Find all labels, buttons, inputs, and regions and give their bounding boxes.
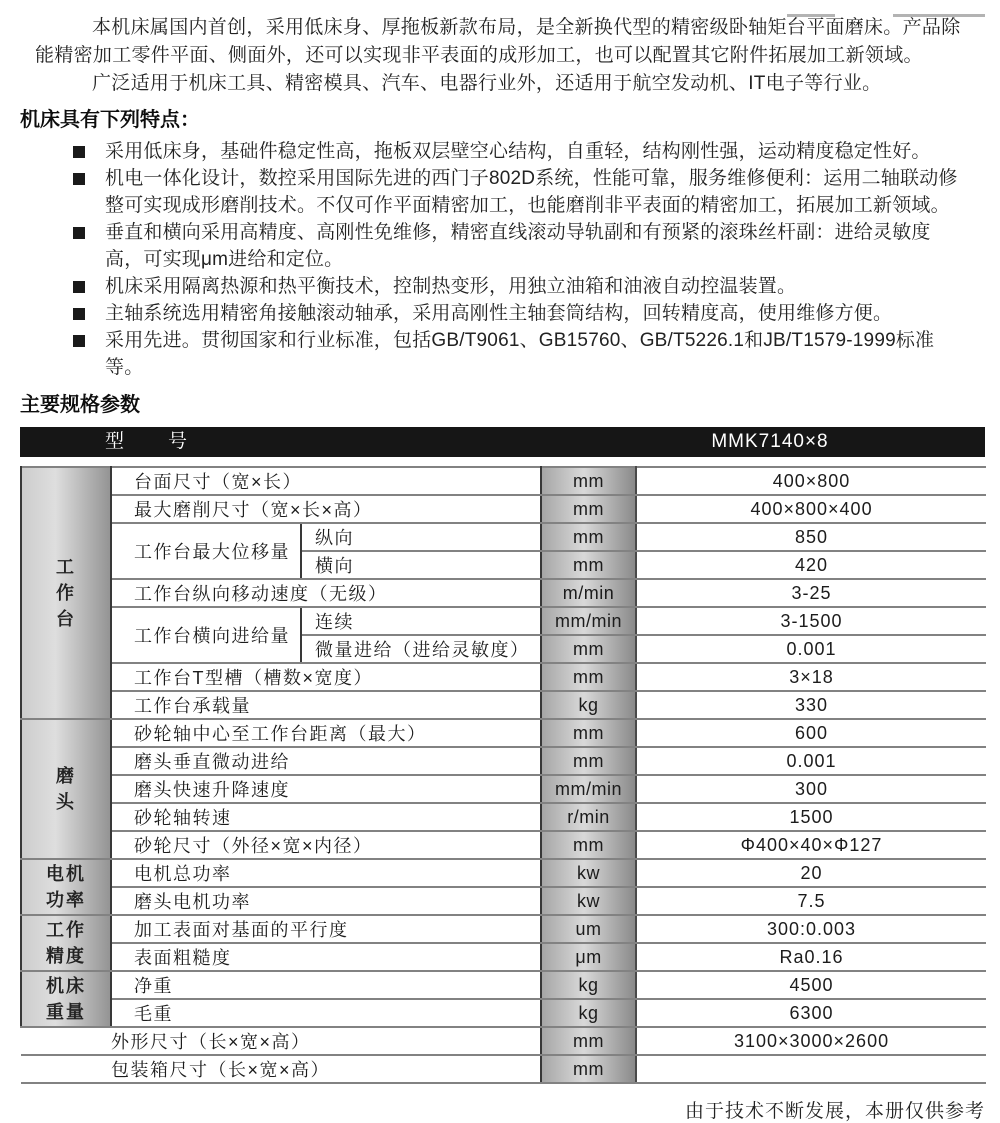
value-cell: 400×800×400 xyxy=(636,495,986,523)
value-cell: 20 xyxy=(636,859,986,887)
group-label-line: 头 xyxy=(56,792,76,812)
feature-item xyxy=(73,300,1000,327)
group-label-line: 精度 xyxy=(46,946,86,966)
value-cell xyxy=(636,1055,986,1083)
value-cell: 3-25 xyxy=(636,579,986,607)
bullet-square-icon xyxy=(73,308,85,320)
unit-cell: μm xyxy=(541,943,636,971)
table-row xyxy=(21,831,986,859)
table-row xyxy=(21,495,986,523)
group-cell xyxy=(21,859,111,915)
unit-cell: mm xyxy=(541,523,636,551)
model-value: MMK7140×8 xyxy=(711,431,829,452)
value-cell: Ra0.16 xyxy=(636,943,986,971)
param-cell: 工作台纵向移动速度（无级） xyxy=(111,579,541,607)
unit-cell: mm xyxy=(541,719,636,747)
top-edge-artifact xyxy=(893,14,985,17)
unit-cell: mm xyxy=(541,467,636,495)
table-row xyxy=(21,775,986,803)
value-cell: 300 xyxy=(636,775,986,803)
group-label-line: 工 xyxy=(56,557,76,577)
unit-cell: mm xyxy=(541,831,636,859)
unit-cell: kg xyxy=(541,971,636,999)
feature-item xyxy=(73,273,1000,300)
bullet-square-icon xyxy=(73,335,85,347)
feature-text: 机电一体化设计，数控采用国际先进的西门子802D系统，性能可靠，服务维修便利：运用二轴联动修整可实现成形磨削技术。不仅可作平面精密加工，也能磨削非平表面的精密加工，拓展加工新领域。 xyxy=(105,168,958,216)
table-row xyxy=(21,943,986,971)
feature-text: 机床采用隔离热源和热平衡技术，控制热变形，用独立油箱和油液自动控温装置。 xyxy=(105,276,797,297)
table-row xyxy=(21,579,986,607)
table-row xyxy=(21,719,986,747)
param-cell: 外形尺寸（长×宽×高） xyxy=(21,1027,541,1055)
param-cell: 工作台横向进给量 xyxy=(111,607,301,663)
table-row xyxy=(21,747,986,775)
unit-cell: mm xyxy=(541,495,636,523)
intro-section xyxy=(35,14,985,98)
param-cell: 工作台T型槽（槽数×宽度） xyxy=(111,663,541,691)
value-cell: 3×18 xyxy=(636,663,986,691)
intro-paragraph: 本机床属国内首创，采用低床身、厚拖板新款布局，是全新换代型的精密级卧轴矩台平面磨床。产品除能精密加工零件平面、侧面外，还可以实现非平表面的成形加工，也可以配置其它附件拓展加工新领域。 xyxy=(35,17,961,66)
table-row xyxy=(21,1055,986,1083)
table-row xyxy=(21,523,986,551)
group-cell xyxy=(21,971,111,1027)
param-cell: 包装箱尺寸（长×宽×高） xyxy=(21,1055,541,1083)
value-cell: 3-1500 xyxy=(636,607,986,635)
features-heading: 机床具有下列特点： xyxy=(20,109,200,131)
model-label: 型 号 xyxy=(105,431,190,452)
unit-cell: mm/min xyxy=(541,607,636,635)
param-cell: 磨头电机功率 xyxy=(111,887,541,915)
bullet-square-icon xyxy=(73,281,85,293)
param-cell: 工作台最大位移量 xyxy=(111,523,301,579)
feature-text: 主轴系统选用精密角接触滚动轴承，采用高刚性主轴套筒结构，回转精度高，使用维修方便。 xyxy=(105,303,893,324)
feature-text: 采用先进。贯彻国家和行业标准，包括GB/T9061、GB15760、GB/T5226.1和JB/T1579-1999标准等。 xyxy=(105,330,935,378)
feature-item xyxy=(73,165,1000,219)
bullet-square-icon xyxy=(73,173,85,185)
value-cell: 1500 xyxy=(636,803,986,831)
feature-text: 垂直和横向采用高精度、高刚性免维修，精密直线滚动导轨副和有预紧的滚珠丝杆副：进给灵敏度高，可实现μm进给和定位。 xyxy=(105,222,931,270)
feature-item xyxy=(73,219,1000,273)
group-label-line: 磨 xyxy=(56,766,76,786)
value-cell: 300:0.003 xyxy=(636,915,986,943)
unit-cell: kg xyxy=(541,691,636,719)
value-cell: 400×800 xyxy=(636,467,986,495)
table-row xyxy=(21,915,986,943)
param-cell: 工作台承载量 xyxy=(111,691,541,719)
unit-cell: um xyxy=(541,915,636,943)
param-cell: 砂轮轴中心至工作台距离（最大） xyxy=(111,719,541,747)
group-cell xyxy=(21,915,111,971)
table-row xyxy=(21,971,986,999)
value-cell: 0.001 xyxy=(636,747,986,775)
param-cell: 磨头快速升降速度 xyxy=(111,775,541,803)
group-label-line: 工作 xyxy=(46,920,86,940)
table-row xyxy=(21,691,986,719)
table-row xyxy=(21,467,986,495)
feature-item xyxy=(73,138,1000,165)
table-row xyxy=(21,887,986,915)
param-cell: 砂轮轴转速 xyxy=(111,803,541,831)
param-cell: 表面粗糙度 xyxy=(111,943,541,971)
unit-cell: r/min xyxy=(541,803,636,831)
sub-param-cell: 连续 xyxy=(301,607,541,635)
unit-cell: kg xyxy=(541,999,636,1027)
group-label-line: 台 xyxy=(56,609,76,629)
table-row xyxy=(21,607,986,635)
specs-heading: 主要规格参数 xyxy=(20,394,140,416)
param-cell: 最大磨削尺寸（宽×长×高） xyxy=(111,495,541,523)
unit-cell: mm xyxy=(541,663,636,691)
value-cell: Φ400×40×Φ127 xyxy=(636,831,986,859)
value-cell: 330 xyxy=(636,691,986,719)
table-row xyxy=(21,663,986,691)
intro-paragraph: 广泛适用于机床工具、精密模具、汽车、电器行业外，还适用于航空发动机、IT电子等行业。 xyxy=(92,73,882,94)
features-list xyxy=(0,138,1000,381)
group-label-line: 作 xyxy=(56,583,76,603)
table-row xyxy=(21,803,986,831)
feature-text: 采用低床身，基础件稳定性高，拖板双层壁空心结构，自重轻，结构刚性强，运动精度稳定性好。 xyxy=(105,141,931,162)
feature-item xyxy=(73,327,1000,381)
value-cell: 7.5 xyxy=(636,887,986,915)
sub-param-cell: 微量进给（进给灵敏度） xyxy=(301,635,541,663)
value-cell: 6300 xyxy=(636,999,986,1027)
group-label-line: 电机 xyxy=(46,864,86,884)
value-cell: 850 xyxy=(636,523,986,551)
param-cell: 电机总功率 xyxy=(111,859,541,887)
param-cell: 砂轮尺寸（外径×宽×内径） xyxy=(111,831,541,859)
group-label-line: 功率 xyxy=(46,890,86,910)
value-cell: 4500 xyxy=(636,971,986,999)
param-cell: 毛重 xyxy=(111,999,541,1027)
unit-cell: mm xyxy=(541,747,636,775)
group-cell xyxy=(21,467,111,719)
specs-table-body xyxy=(21,467,986,1083)
unit-cell: mm xyxy=(541,1027,636,1055)
param-cell: 磨头垂直微动进给 xyxy=(111,747,541,775)
unit-cell: mm/min xyxy=(541,775,636,803)
footer-note: 由于技术不断发展，本册仅供参考 xyxy=(684,1101,985,1122)
unit-cell: mm xyxy=(541,635,636,663)
table-row xyxy=(21,859,986,887)
value-cell: 600 xyxy=(636,719,986,747)
table-row xyxy=(21,999,986,1027)
specs-table xyxy=(20,466,986,1084)
param-cell: 台面尺寸（宽×长） xyxy=(111,467,541,495)
value-cell: 3100×3000×2600 xyxy=(636,1027,986,1055)
value-cell: 0.001 xyxy=(636,635,986,663)
group-cell xyxy=(21,719,111,859)
param-cell: 净重 xyxy=(111,971,541,999)
sub-param-cell: 横向 xyxy=(301,551,541,579)
sub-param-cell: 纵向 xyxy=(301,523,541,551)
unit-cell: kw xyxy=(541,887,636,915)
unit-cell: mm xyxy=(541,1055,636,1083)
param-cell: 加工表面对基面的平行度 xyxy=(111,915,541,943)
bullet-square-icon xyxy=(73,227,85,239)
group-label-line: 重量 xyxy=(46,1002,86,1022)
unit-cell: kw xyxy=(541,859,636,887)
unit-cell: m/min xyxy=(541,579,636,607)
unit-cell: mm xyxy=(541,551,636,579)
bullet-square-icon xyxy=(73,146,85,158)
group-label-line: 机床 xyxy=(46,976,86,996)
value-cell: 420 xyxy=(636,551,986,579)
model-header-bar xyxy=(20,427,985,457)
table-row xyxy=(21,1027,986,1055)
page xyxy=(0,14,1000,1122)
top-edge-artifact xyxy=(787,14,835,17)
